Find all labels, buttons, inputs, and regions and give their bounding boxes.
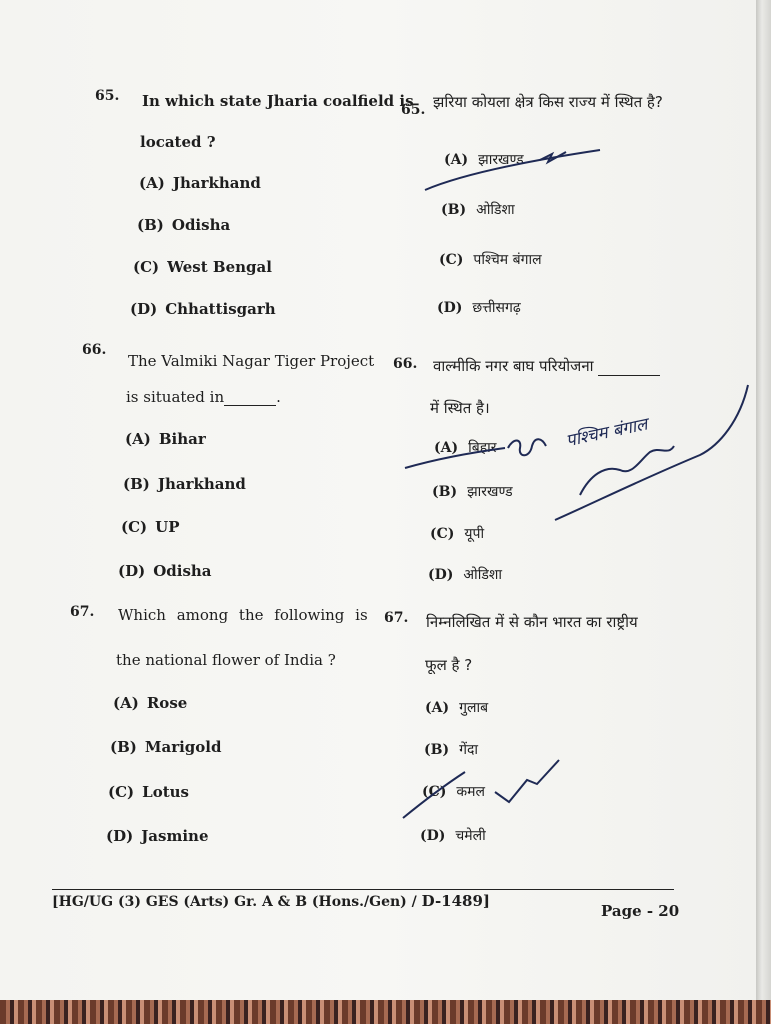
option-label: (B)	[137, 216, 164, 234]
option-label: (D)	[437, 300, 463, 316]
option-text: Jharkhand	[172, 174, 261, 192]
q67-number-en: 67.	[70, 604, 95, 620]
option-text: Chhattisgarh	[165, 300, 276, 318]
q66-question-hi-line2: में स्थित है।	[430, 399, 490, 417]
q66-option-c-hi	[430, 524, 484, 543]
option-text: Lotus	[142, 783, 189, 801]
option-text: Odisha	[171, 216, 231, 234]
option-text: Jharkhand	[157, 475, 246, 493]
q67-option-a-en	[113, 694, 187, 712]
q67-option-d-hi	[420, 826, 486, 845]
option-text: पश्चिम बंगाल	[473, 252, 542, 268]
option-label: (C)	[439, 252, 464, 268]
option-text: Odisha	[153, 562, 212, 580]
option-label: (B)	[123, 475, 150, 493]
option-text: झारखण्ड	[467, 484, 513, 500]
q67-number-hi: 67.	[384, 610, 409, 626]
handwritten-answer-q66: पश्चिम बंगाल	[564, 414, 650, 452]
footer-divider	[52, 889, 674, 890]
option-text: गुलाब	[459, 700, 489, 716]
q66-question-en-line2-text: is situated in	[126, 388, 225, 406]
answer-blank	[598, 361, 660, 376]
q66-question-hi-line1-text: वाल्मीकि नगर बाघ परियोजना	[433, 357, 594, 375]
q66-option-b-en	[123, 475, 246, 493]
option-text: छत्तीसगढ़	[472, 300, 521, 316]
option-text: यूपी	[464, 526, 485, 542]
q65-option-c-en	[133, 258, 272, 276]
q66-option-a-en	[125, 430, 206, 448]
option-label: (C)	[121, 518, 148, 536]
option-label: (D)	[420, 828, 446, 844]
option-text: Bihar	[158, 430, 206, 448]
q67-question-en-line1: Which among the following is	[118, 606, 368, 624]
q65-number-hi: 65.	[401, 102, 426, 118]
q67-option-b-hi	[424, 740, 478, 759]
option-label: (C)	[108, 783, 135, 801]
option-text: Rose	[146, 694, 188, 712]
option-label: (D)	[428, 567, 454, 583]
q65-option-d-en	[130, 300, 276, 318]
exam-code	[52, 892, 490, 910]
option-label: (D)	[106, 827, 134, 845]
q67-option-d-en	[106, 827, 208, 845]
option-label: (C)	[430, 526, 455, 542]
option-label: (C)	[422, 784, 447, 800]
page-edge	[756, 0, 771, 1024]
q65-question-en-line1: In which state Jharia coalfield is	[142, 92, 414, 110]
q65-option-b-hi	[441, 200, 515, 219]
q65-number-en: 65.	[95, 88, 120, 104]
option-text: ओडिशा	[463, 567, 502, 583]
option-label: (A)	[113, 694, 139, 712]
q65-option-a-hi	[444, 150, 524, 169]
option-text: गेंदा	[459, 742, 479, 758]
option-text: ओडिशा	[476, 202, 515, 218]
q65-question-en-line2: located ?	[140, 133, 216, 151]
q66-question-hi-line1	[433, 356, 660, 376]
q65-option-b-en	[137, 216, 230, 234]
q65-option-c-hi	[439, 250, 542, 269]
q65-option-d-hi	[437, 298, 521, 317]
option-text: चमेली	[455, 828, 486, 844]
q65-question-hi-line1: झरिया कोयला क्षेत्र किस राज्य में स्थित है?	[433, 93, 663, 111]
option-text: Jasmine	[141, 827, 209, 845]
q66-number-hi: 66.	[393, 356, 418, 372]
exam-code-bold: D-1489]	[421, 892, 491, 910]
option-text: Marigold	[144, 738, 222, 756]
option-label: (B)	[441, 202, 467, 218]
q66-option-b-hi	[432, 482, 513, 501]
option-label: (B)	[424, 742, 450, 758]
q67-question-hi-line1: निम्नलिखित में से कौन भारत का राष्ट्रीय	[426, 613, 638, 631]
page-number: Page - 20	[601, 902, 680, 920]
option-label: (D)	[118, 562, 146, 580]
option-label: (A)	[434, 440, 459, 456]
option-label: (C)	[133, 258, 160, 276]
option-label: (A)	[125, 430, 151, 448]
option-label: (A)	[425, 700, 450, 716]
q66-option-d-hi	[428, 565, 502, 584]
option-text: UP	[155, 518, 180, 536]
q67-option-c-en	[108, 783, 189, 801]
q67-option-b-en	[110, 738, 221, 756]
option-label: (B)	[432, 484, 458, 500]
q66-option-c-en	[121, 518, 180, 536]
option-label: (A)	[139, 174, 165, 192]
exam-code-prefix: [HG/UG (3) GES (Arts) Gr. A & B (Hons./Gen) /	[52, 894, 422, 910]
q67-question-hi-line2: फूल है ?	[425, 656, 473, 674]
q66-question-en-line1: The Valmiki Nagar Tiger Project	[128, 352, 375, 370]
q66-number-en: 66.	[82, 342, 107, 358]
option-label: (B)	[110, 738, 137, 756]
q66-option-a-hi	[434, 438, 497, 457]
option-label: (D)	[130, 300, 158, 318]
q66-question-en-line2: is situated in .	[126, 388, 281, 406]
q67-question-en-line2: the national flower of India ?	[116, 651, 336, 669]
answer-blank	[224, 391, 276, 406]
q66-option-d-en	[118, 562, 212, 580]
q67-option-a-hi	[425, 698, 488, 717]
option-text: बिहार	[468, 440, 497, 456]
option-label: (A)	[444, 152, 469, 168]
q65-option-a-en	[139, 174, 261, 192]
option-text: कमल	[456, 784, 486, 800]
fabric-background	[0, 1000, 771, 1024]
q67-option-c-hi	[422, 782, 485, 801]
option-text: झारखण्ड	[478, 152, 524, 168]
option-text: West Bengal	[167, 258, 272, 276]
